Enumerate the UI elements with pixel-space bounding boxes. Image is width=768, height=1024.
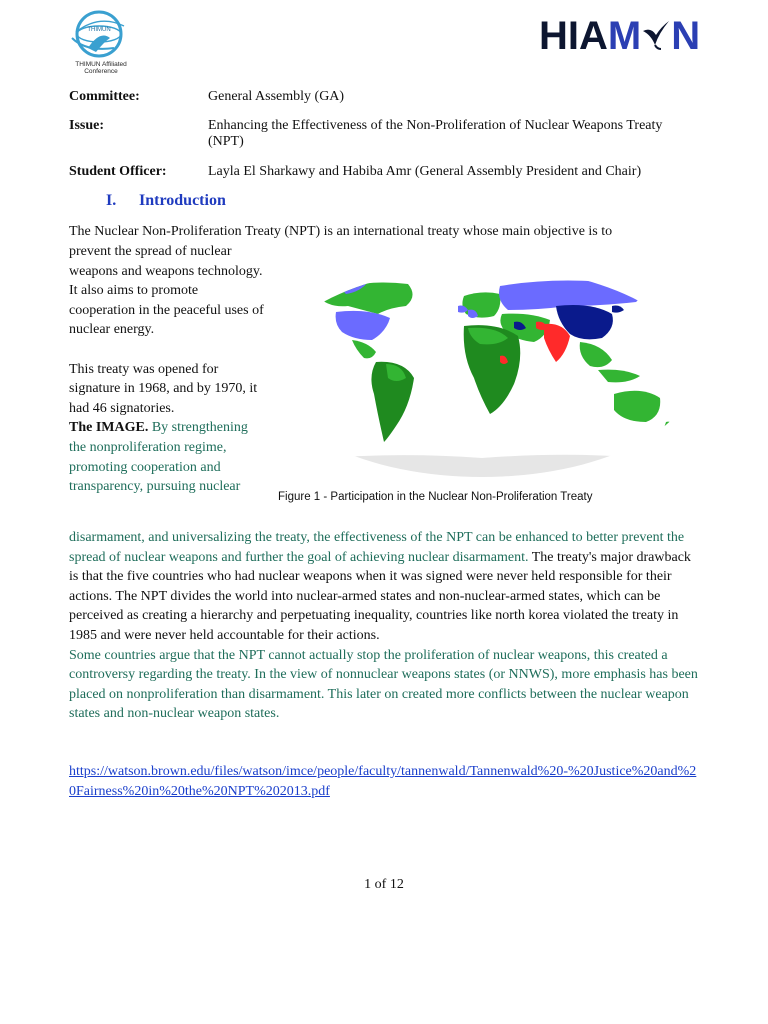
globe-dove-logo-icon	[66, 8, 132, 64]
section-number: I.	[106, 192, 117, 209]
page-number: 1 of 12	[364, 877, 404, 892]
thimun-caption	[64, 61, 138, 75]
npt-world-map	[268, 266, 696, 478]
intro-first-line: The Nuclear Non-Proliferation Treaty (NPT) is an international treaty whose main objective is to	[69, 224, 613, 239]
issue-label: Issue:	[69, 118, 105, 133]
logo-left-text: THIMUN	[87, 27, 111, 33]
section-title: Introduction	[139, 192, 226, 209]
hiamun-logo-m: M	[607, 14, 642, 58]
figure-caption: Figure 1 - Participation in the Nuclear Non-Proliferation Treaty	[278, 491, 593, 503]
intro-paragraph-3	[69, 418, 265, 496]
thimun-caption-line1: THIMUN Affiliated	[75, 61, 127, 68]
green-text-start: By strengthening the nonproliferation regime, promoting cooperation and transparency, pursuing nuclear	[69, 420, 248, 495]
body-text	[69, 528, 701, 724]
green-text-continued: disarmament, and universalizing the treaty, the effectiveness of the NPT can be enhanced to better prevent the spread of nuclear weapons and further the goal of achieving nuclear disarmament.	[69, 530, 685, 565]
reference-link-block	[69, 762, 701, 801]
officer-value: Layla El Sharkawy and Habiba Amr (General Assembly President and Chair)	[208, 164, 642, 179]
hiamun-logo-dark: HIA	[539, 14, 608, 58]
hiamun-logo-n: N	[671, 14, 701, 58]
body-paragraph-1	[69, 528, 701, 646]
body-paragraph-2: Some countries argue that the NPT cannot actually stop the proliferation of nuclear weapons, this created a controversy regarding the treaty. In the view of nonnuclear weapons states (or NNWS), more emphasis has been placed on nonproliferation than disarmament. This later on created more conflicts between the nuclear weapon states and non-nuclear weapon states.	[69, 647, 698, 722]
reference-link[interactable]: https://watson.brown.edu/files/watson/imce/people/faculty/tannenwald/Tannenwald%20-%20Justice%20and%20Fairness%20in%20the%20NPT%202013.pdf	[69, 764, 697, 799]
antarctica-region	[268, 455, 696, 478]
issue-value: Enhancing the Effectiveness of the Non-Proliferation of Nuclear Weapons Treaty (NPT)	[208, 118, 663, 149]
left-column-text	[69, 242, 265, 497]
intro-paragraph-2: This treaty was opened for signature in 1968, and by 1970, it had 46 signatories.	[69, 361, 258, 416]
section-heading	[106, 192, 226, 210]
black-text: The treaty's major drawback is that the five countries who had nuclear weapons when it was signed were never held responsible for their actions. The NPT divides the world into nuclear-armed states and non-nuclear-armed states, which can be perceived as creating a hierarchy and perpetuating inequality, countries like north korea violated the treaty in 1985 and were never held accountable for their actions.	[69, 549, 691, 643]
committee-label: Committee:	[69, 89, 140, 104]
world-map-image	[268, 266, 696, 478]
image-label: The IMAGE.	[69, 420, 149, 436]
thimun-caption-line2: Conference	[84, 68, 118, 75]
officer-label: Student Officer:	[69, 164, 167, 179]
committee-value: General Assembly (GA)	[208, 89, 345, 104]
intro-paragraph-1: prevent the spread of nuclear weapons and weapons technology. It also aims to promote cooperation in the peaceful uses of nuclear energy.	[69, 244, 264, 338]
dove-icon	[641, 19, 671, 53]
hiamun-logo	[539, 14, 700, 58]
